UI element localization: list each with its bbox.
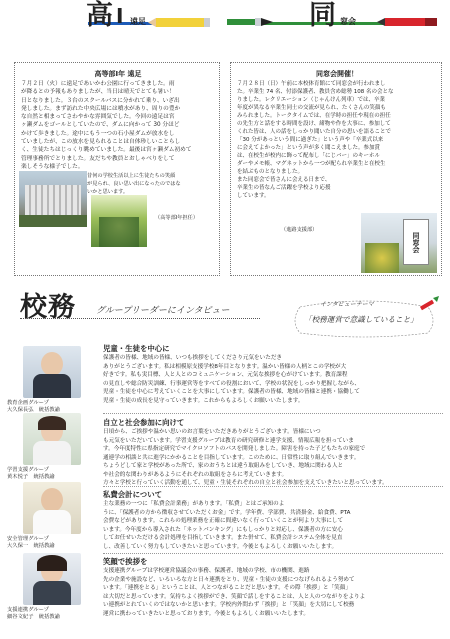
pen-icon xyxy=(377,12,437,22)
interview-heading: 自立と社会参加に向けて xyxy=(103,418,185,427)
interviewee-1 xyxy=(7,346,99,414)
interviewee-role: 学習支援グループ xyxy=(7,467,49,473)
interview-section-2 xyxy=(103,418,443,488)
right-header-banner xyxy=(227,0,442,32)
interview-section-3 xyxy=(103,490,443,551)
interview-body: 日頃から、ご挨拶や温かい思いのお言葉をいただきありがとうございます。皆様にいつ も元気をいただいています。学習支援グループは教育の研究研修と連学支援、情報広報を担っていま す。今年度特性に県指定研究でマイクロソフトのパスを開発しました。障害を持った子どもたちの家庭で 通連学の相談と共に進学にかかることを目指しています。このために、日常性に取り組んでいきます。 ちょうどして家と学校があった所で、家のおうちとは違う取組みをしていき、地域に関わる人と や社会的な関わりがあるようにそれぞれの取組をさらに考えていきます。 方々と学校と行っていく活動を通して、児童・生徒それぞれの自立と社会参加を支えていきたいと思っています。 xyxy=(103,429,388,486)
left-article-body: ７月２日（火）に遠足であいかわ公園に行ってきました。雨 が降るとの予報もありましたが、当日は晴天でとても暑い！ 日となりました。３台のスクールバスに分かれて乗り、いざ出 発しました。まず訪れた中央広場には噴水があり、周りの豊か な自然と相まってさわやかな雰囲気でした。今回の遠足は宮 ヶ瀬ダムをゴールとしていたので、ダムに向かって 30 分ほど かけて歩きました。途中にもう一つの石小屋ダムが放水をし ていましたが、この放水を見られることは自体珍しいことらし く、生徒たちはじっくり眺めていました。最後は宮ヶ瀬ダム初めて 管理事務所でとりました。友だちや教員とおしゃべりをして 楽しそうな様子でした。 xyxy=(21,81,192,170)
right-article-title: 同窓会開催！ xyxy=(316,70,358,78)
right-article-box xyxy=(230,62,442,276)
interview-body: 主な業務の一つに「私費会計業務」があります。「私費」とはご承知のよ うに、「保護者の方から徴収させていただくお金」です。学年費、学部費、共済掛金、給食費、PTA 会費などがあります。これらの処理業務を正確に間違いなく行っていくことが何より大事にして います。今年度から導入された「ネットバンキング」にもしっかりと対応し、保護者の方に安心 してお任せいただける会計処理を目指していきます。また併せて、私費会計システム全体を見直 し、改善していく努力もしていきたいと思っています。今後ともよろしくお願いいたします。 xyxy=(103,501,351,550)
pencil-icon xyxy=(148,12,210,21)
left-photo-caption: 昔何の学校生活以上に生徒たちの笑顔 が見られ、良い思い出になったのではな いかと思います。 xyxy=(87,173,181,195)
theme-text: 「校務運営で意識していること」 xyxy=(304,315,418,324)
left-article-title: 高等部Ⅰ年 遠足 xyxy=(94,70,142,78)
interviewee-2 xyxy=(7,413,99,481)
right-article-signature: （進路支援部） xyxy=(281,227,318,233)
left-heading-mark: Ⅰ xyxy=(116,4,124,28)
portrait-photo xyxy=(23,553,81,605)
left-heading-small: 遠足 xyxy=(130,17,146,26)
left-article-box xyxy=(14,62,220,276)
reunion-sign: 同窓会 xyxy=(403,219,429,265)
forest-photo xyxy=(91,195,147,247)
left-article-signature: （高等部Ⅰ年担任） xyxy=(155,215,199,221)
interviewee-name: 細谷文紀子 統括教諭 xyxy=(7,614,60,620)
portrait-photo xyxy=(23,482,81,534)
right-heading-small: 窓会 xyxy=(340,17,356,26)
feature-subtitle: グループリーダーにインタビュー xyxy=(96,306,230,316)
interview-section-1 xyxy=(103,344,443,405)
interview-heading: 笑顔で挨拶を xyxy=(103,557,148,566)
right-article-body: ７月２８日（日）午前に本校体育館にて同窓会が行われまし た。卒業生 74 名、付添保護者、教員含め総勢 108 名の会とな りました。レクリエーション（じゃんけん列車）では、卒業 年度が異なる卒業生同士の交流が見られ、たくさんの笑顔も みられました。トークタイムでは、在学時の担任や現在の担任 の先生方と話をする時間を設け、緒物や作を大事に、参加して くれた皆は、人の話をしっかり聞いた自分の思いを語ることで 「30 分があっという間に過ぎた」という声や「卒業式以来 に会えてよかった」という声が多く聞こえました。参加賞 は、在校生が校内に飾って配布し「にじバー」のキーホル ダーやメモ帳、マグネットから一つが配られ卒業生と在校生 を結ぶものとなりました。 また同窓会で皆さんに会える日まで、 卒業生の皆なんご活躍を学校より応援 しています。 xyxy=(237,81,394,199)
interviewee-3 xyxy=(7,482,99,550)
reunion-photo xyxy=(361,213,437,273)
paintbrush-icon xyxy=(418,295,440,315)
interviewee-role: 安全管理グループ xyxy=(7,536,49,542)
interviewee-name: 黄木悦子 統括教諭 xyxy=(7,474,55,480)
section-divider xyxy=(103,553,443,554)
interview-body: 支援連携グループは学校運営協議会の事務、保護者、地域の学校、市の機関、進路 先の企業や施設など、いろいろな方と日々連携をとり、児童・生徒の支援につなげられるよう努めて います。「連携をとる」ということは、人とつながることだと思います。その際「挨拶」と「笑顔」 は大切だと思っています。気持ちよく挨拶ができ、笑顔で話しをすることは、人と人のつながりをよりよ い連携がとれていくのではないかと思います。学校内外問わず「挨拶」と「笑顔」を大切にして校務 運営に携わっていきたいと思っております。今後ともよろしくお願いいたします。 xyxy=(103,568,366,617)
right-heading-big: 同 xyxy=(309,0,336,31)
feature-title-underline xyxy=(20,318,260,319)
section-divider xyxy=(103,486,443,487)
theme-label: インタビューテーマ xyxy=(320,301,374,308)
left-header-banner xyxy=(8,0,213,32)
feature-title: 校務 xyxy=(20,292,76,323)
interview-heading: 児童・生徒を中心に xyxy=(103,344,170,353)
interview-theme-bubble xyxy=(290,297,438,339)
portrait-photo xyxy=(23,413,81,465)
interviewee-4 xyxy=(7,553,99,621)
interviewee-name: 大久保長弘 統括教諭 xyxy=(7,407,60,413)
dam-photo xyxy=(19,171,87,227)
interviewee-role: 教育企画グループ xyxy=(7,400,49,406)
interview-section-4 xyxy=(103,557,443,618)
interviewee-name: 大久保一 統括教諭 xyxy=(7,543,55,549)
left-heading-big: 高 xyxy=(86,0,113,31)
interviewee-role: 支援連携グループ xyxy=(7,607,49,613)
section-divider xyxy=(103,413,443,414)
brush-icon xyxy=(227,12,273,22)
portrait-photo xyxy=(23,346,81,398)
interview-heading: 私費会計について xyxy=(103,490,162,499)
interview-body: 保護者の皆様、地域の皆様、いつも挨拶をしてくださり元気をいただき ありがとうございます。私は相模原支援学校8年目となります。温かい皆様の人柄とこの学校が大 好きです。私も実目標、人と人とのコミュニケーション、元気な挨拶を心がけています。教育課程 の見直しや総合防災訓練、行事運営等をすべての役割において、学校の状況をしっかり把握しながら、 児童・生徒を中心に考えていくことを大事にしています。保護者の皆様、地域の皆様と連携・協働して 児童・生徒の成長を見守っていきます。これからもよろしくお願いいたします。 xyxy=(103,355,361,404)
